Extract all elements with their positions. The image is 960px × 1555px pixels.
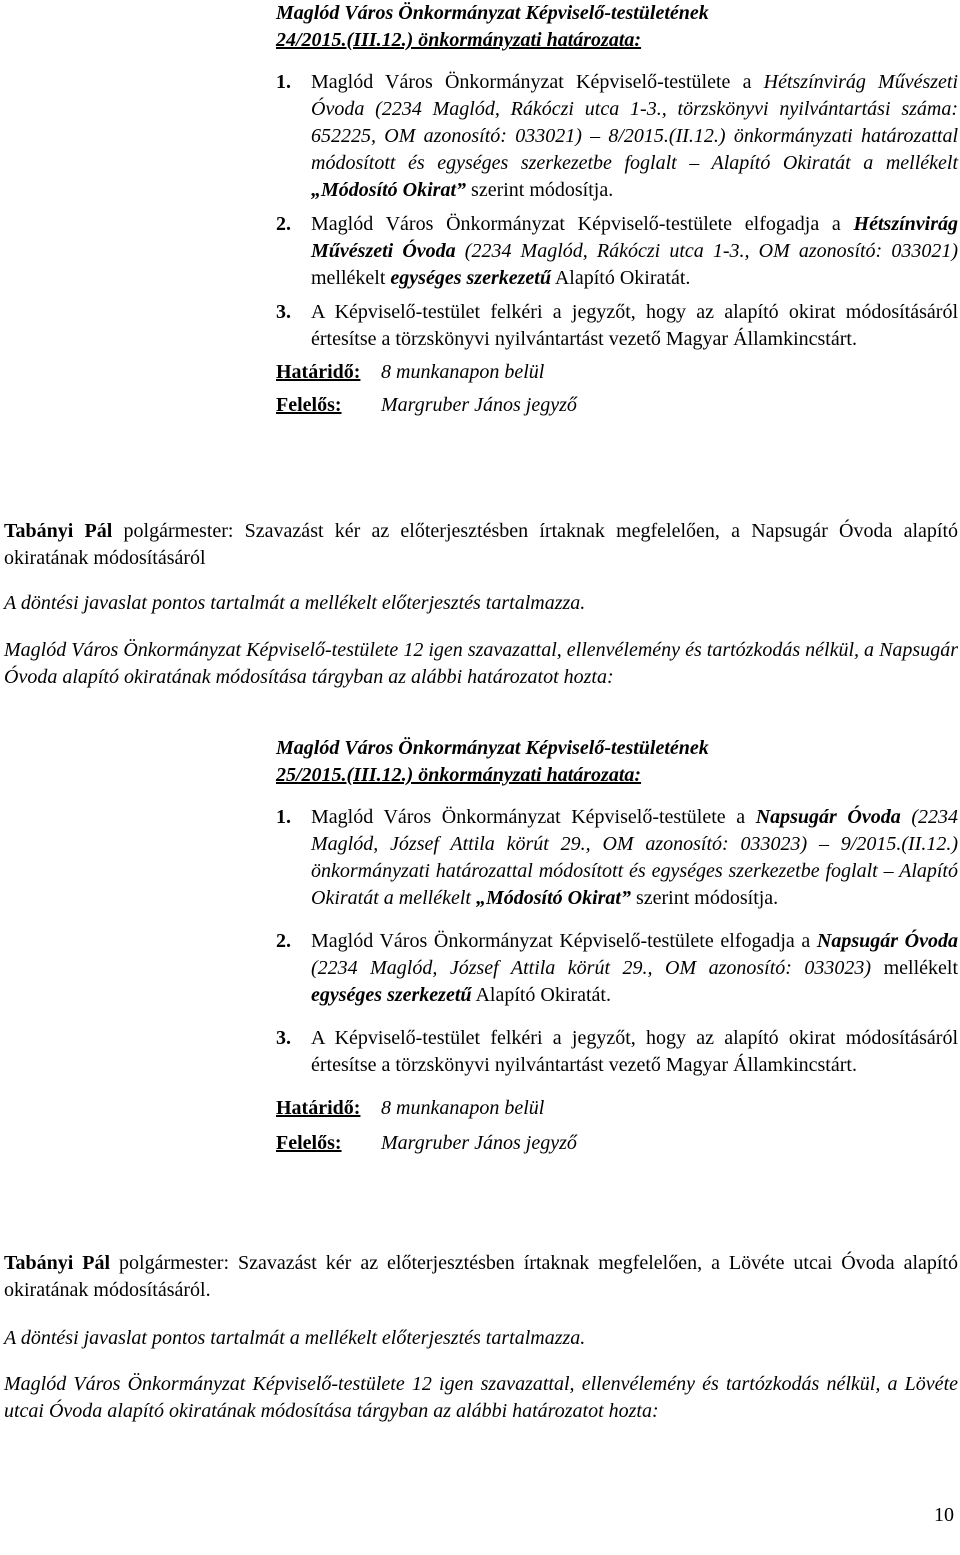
paragraph-text: A döntési javaslat pontos tartalmát a mellékelt előterjesztés tartalmazza. [4, 592, 586, 614]
page-number: 10 [934, 1504, 954, 1526]
resolution-item-1 [276, 804, 958, 912]
paragraph-text: A döntési javaslat pontos tartalmát a mellékelt előterjesztés tartalmazza. [4, 1327, 586, 1349]
resolution-25 [0, 735, 958, 1157]
item-number: 2. [276, 930, 291, 952]
mayor-vote-request-2 [0, 1250, 960, 1304]
resolution-number-text: 24/2015.(III.12.) önkormányzati határozata: [276, 29, 642, 51]
responsible-value: Margruber János jegyző [381, 394, 577, 416]
mayor-vote-request-1 [0, 518, 960, 572]
item-number: 1. [276, 71, 291, 93]
deadline-label: Határidő: [276, 361, 361, 383]
deadline-value: 8 munkanapon belül [381, 361, 545, 383]
resolution-item-3 [276, 1025, 958, 1079]
deadline-row [276, 1095, 958, 1122]
proposal-note-1 [0, 590, 960, 617]
resolution-number-text: 25/2015.(III.12.) önkormányzati határozata: [276, 764, 642, 786]
speaker-name: Tabányi Pál [4, 520, 113, 542]
paragraph-text: polgármester: Szavazást kér az előterjesztésben írtaknak megfelelően, a Napsugár Óvoda alapító okiratának módosításáról [4, 520, 959, 569]
institution-name: Hétszínvirág Művészeti Óvoda [311, 71, 959, 120]
item-text: (2234 Maglód, Rákóczi utca 1-3., törzskönyvi nyilvántartási száma: 652225, OM azonosító: 033021) – 8/2015.(II.12.) önkormányzati határozattal módosított és egységes szerkezetbe foglalt – Alapító Okiratát a mellékelt [311, 98, 959, 174]
item-text: Maglód Város Önkormányzat Képviselő-testülete elfogadja a [311, 930, 811, 952]
item-text: Maglód Város Önkormányzat Képviselő-testülete elfogadja a [311, 213, 841, 235]
deadline-row [276, 359, 958, 386]
item-number: 3. [276, 1027, 291, 1049]
institution-name: Napsugár Óvoda [816, 930, 959, 952]
item-number: 1. [276, 806, 291, 828]
item-text: mellékelt [883, 957, 959, 979]
item-text: szerint módosítja. [635, 887, 779, 909]
resolution-number [276, 762, 958, 789]
institution-name: Hétszínvirág Művészeti Óvoda [311, 213, 958, 262]
item-number: 3. [276, 301, 291, 323]
item-text: A Képviselő-testület felkéri a jegyzőt, hogy az alapító okirat módosításáról értesítse a törzskönyvi nyilvántartást vezető Magyar Államkincstárt. [311, 301, 958, 350]
resolution-title: Maglód Város Önkormányzat Képviselő-testületének [276, 737, 709, 759]
item-text: szerint módosítja. [471, 179, 614, 201]
deadline-value: 8 munkanapon belül [381, 1097, 545, 1119]
item-text: Maglód Város Önkormányzat Képviselő-testülete a [311, 806, 746, 828]
responsible-label: Felelős: [276, 394, 342, 416]
proposal-note-2 [0, 1325, 960, 1352]
paragraph-text: Maglód Város Önkormányzat Képviselő-testülete 12 igen szavazattal, ellenvélemény és tartózkodás nélkül, a Lövéte utcai Óvoda alapító okiratának módosítása tárgyban az alábbi határozatot hozta: [4, 1373, 958, 1422]
item-text: Alapító Okiratát. [475, 984, 611, 1006]
paragraph-text: Maglód Város Önkormányzat Képviselő-testülete 12 igen szavazattal, ellenvélemény és tartózkodás nélkül, a Napsugár Óvoda alapító okiratának módosítása tárgyban az alábbi határozatot hozta: [4, 639, 958, 688]
item-text: A Képviselő-testület felkéri a jegyzőt, hogy az alapító okirat módosításáról értesítse a törzskönyvi nyilvántartást vezető Magyar Államkincstárt. [311, 1027, 958, 1076]
item-text: (2234 Maglód, Rákóczi utca 1-3., OM azonosító: 033021) [464, 240, 958, 262]
resolution-item-2 [276, 211, 958, 292]
resolution-number [276, 27, 958, 54]
paragraph [0, 1250, 960, 1304]
institution-name: Napsugár Óvoda [755, 806, 901, 828]
item-text: (2234 Maglód, József Attila körút 29., OM azonosító: 033023) – 9/2015.(II.12.) önkormányzati határozattal módosított és egységes szerkezetbe foglalt – Alapító Okiratát a mellékelt [311, 806, 959, 909]
vote-result-2 [0, 1371, 960, 1425]
paragraph-text: polgármester: Szavazást kér az előterjesztésben írtaknak megfelelően, a Lövéte utcai Óvoda alapító okiratának módosításáról. [4, 1252, 958, 1301]
item-text: mellékelt [311, 267, 386, 289]
responsible-label: Felelős: [276, 1132, 342, 1154]
deadline-label: Határidő: [276, 1097, 361, 1119]
resolution-item-3 [276, 299, 958, 353]
speaker-name: Tabányi Pál [4, 1252, 111, 1274]
amendment-doc-name: „Módosító Okirat” [475, 887, 631, 909]
resolution-title: Maglód Város Önkormányzat Képviselő-testületének [276, 2, 709, 24]
resolution-24 [0, 0, 958, 419]
item-text: Maglód Város Önkormányzat Képviselő-testülete a [311, 71, 752, 93]
consolidated-text: egységes szerkezetű [390, 267, 551, 289]
resolution-item-1 [276, 69, 958, 204]
paragraph [0, 518, 960, 572]
item-text: (2234 Maglód, József Attila körút 29., OM azonosító: 033023) [311, 957, 872, 979]
item-number: 2. [276, 213, 291, 235]
item-text: Alapító Okiratát. [554, 267, 691, 289]
consolidated-text: egységes szerkezetű [311, 984, 472, 1006]
responsible-row [276, 392, 958, 419]
responsible-row [276, 1130, 958, 1157]
responsible-value: Margruber János jegyző [381, 1132, 577, 1154]
vote-result-1 [0, 637, 960, 691]
amendment-doc-name: „Módosító Okirat” [311, 179, 467, 201]
resolution-item-2 [276, 928, 958, 1009]
